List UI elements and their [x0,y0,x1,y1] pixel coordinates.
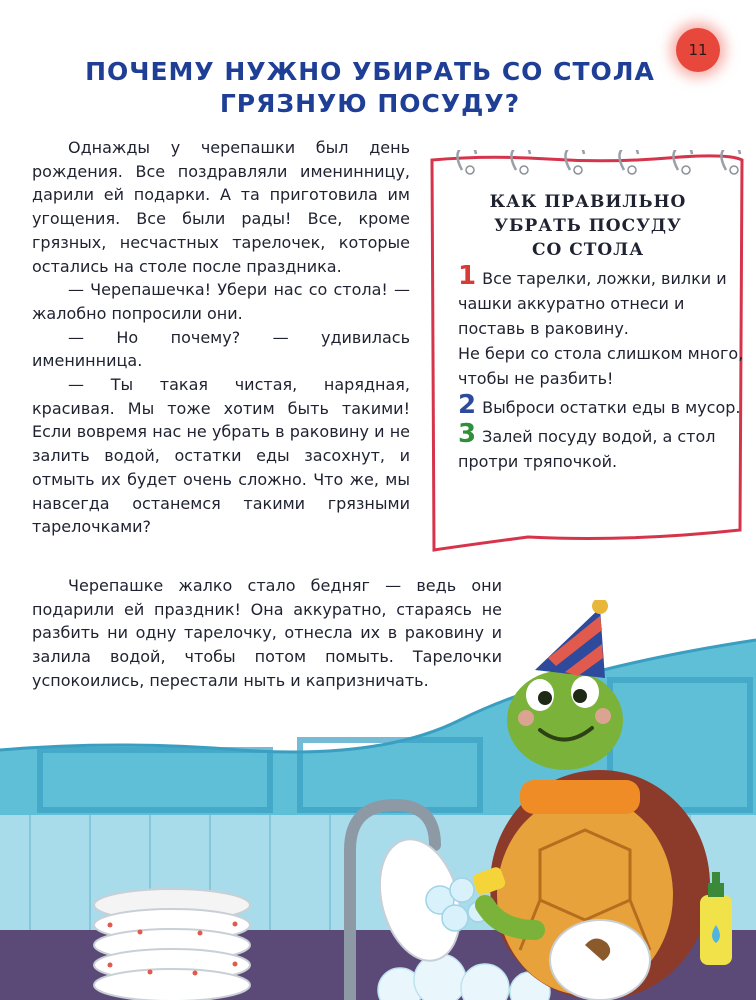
instructions-card [428,150,746,552]
card-title: КАК ПРАВИЛЬНО УБРАТЬ ПОСУДУ СО СТОЛА [489,192,687,260]
story-paragraph: Однажды у черепашки был день рождения. Все поздравляли именинницу, дарили ей подарки. А та приготовила им угощения. Все были рады! Все, кроме грязных, несчастных тарелочек, которые остались на столе после праздника. [32,138,410,276]
story-paragraph: — Ты такая чистая, нарядная, красивая. Мы тоже хотим быть такими! Если вовремя нас не убрать в раковину и не залить водой, остатки еды засохнут, и отмыть их будет очень сложно. Что же, мы навсегда останемся такими грязными тарелочками? [32,375,410,537]
step-number: 3 [458,419,477,449]
steps-list [458,261,744,476]
story-text [32,136,410,539]
step-note: Не бери со стола слишком много, чтобы не разбить! [458,344,744,388]
step-number: 1 [458,261,477,291]
step-3: 3 Залей посуду водой, а стол протри тряпочкой. [458,419,716,471]
page-number: 11 [676,28,720,72]
story-paragraph: Черепашке жалко стало бедняг — ведь они подарили ей праздник! Она аккуратно, стараясь не разбить ни одну тарелочку, отнесла их в раковину и залила водой, чтобы потом помыть. Тарелочки успокоились, перестали ныть и капризничать. [32,576,502,690]
turtle-washing-dishes-illustration [0,600,756,1000]
step-2: 2 Выброси остатки еды в мусор. [458,390,741,420]
plate-stack-icon [94,889,250,1000]
party-hat-icon [535,600,608,678]
title-line-1: ПОЧЕМУ НУЖНО УБИРАТЬ СО СТОЛА [85,57,655,86]
story-paragraph: — Черепашечка! Убери нас со стола! — жалобно попросили они. [32,280,410,323]
story-paragraph: — Но почему? — удивилась именинница. [32,327,410,371]
step-1: 1 Все тарелки, ложки, вилки и чашки аккуратно отнеси и поставь в раковину. Не бери со стола слишком много, чтобы не разбить! [458,261,744,388]
page-title [70,56,670,120]
title-line-2: ГРЯЗНУЮ ПОСУДУ? [219,89,521,118]
step-number: 2 [458,390,477,420]
